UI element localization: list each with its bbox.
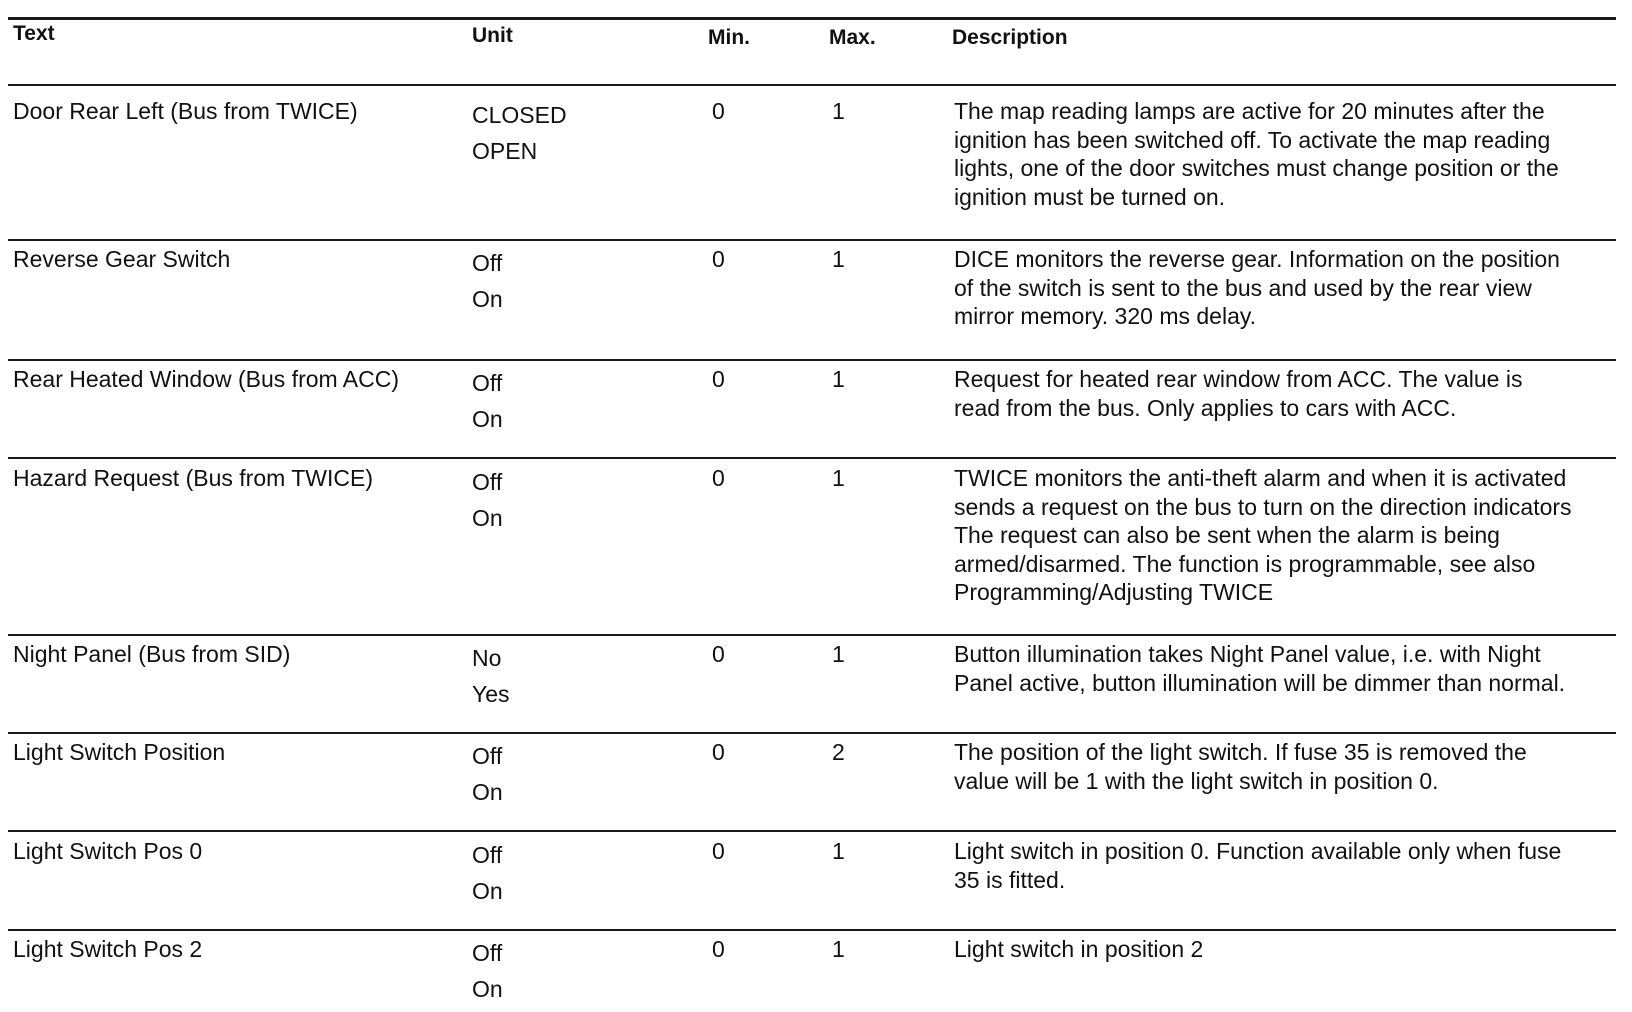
row-description: Light switch in position 2 <box>954 936 1204 962</box>
row-text: Rear Heated Window (Bus from ACC) <box>13 366 400 392</box>
row-units <box>472 365 672 437</box>
header-description: Description <box>952 26 1068 49</box>
row-divider <box>8 929 1616 931</box>
row-min: 0 <box>712 739 725 765</box>
row-text: Light Switch Pos 2 <box>13 936 203 962</box>
row-description: Button illumination takes Night Panel value, i.e. with Night Panel active, button illumination will be dimmer than normal. <box>954 641 1566 696</box>
row-text: Night Panel (Bus from SID) <box>13 641 291 667</box>
unit-value: Off <box>472 842 503 868</box>
unit-value: On <box>472 779 503 805</box>
row-text: Light Switch Pos 0 <box>13 838 203 864</box>
header-max: Max. <box>829 26 876 49</box>
row-divider <box>8 732 1616 734</box>
row-description: Light switch in position 0. Function available only when fuse 35 is fitted. <box>954 838 1562 893</box>
unit-value: Off <box>472 250 503 276</box>
row-max: 2 <box>832 739 845 765</box>
unit-value: On <box>472 406 503 432</box>
row-text: Light Switch Position <box>13 739 226 765</box>
row-max: 1 <box>832 465 845 491</box>
table-top-rule <box>8 17 1616 20</box>
unit-value: No <box>472 645 502 671</box>
row-divider <box>8 830 1616 832</box>
row-divider <box>8 634 1616 636</box>
row-units <box>472 245 672 317</box>
header-unit: Unit <box>472 24 513 47</box>
row-min: 0 <box>712 936 725 962</box>
row-text: Hazard Request (Bus from TWICE) <box>13 465 374 491</box>
row-text: Door Rear Left (Bus from TWICE) <box>13 98 358 124</box>
row-units <box>472 464 672 536</box>
row-min: 0 <box>712 366 725 392</box>
row-max: 1 <box>832 838 845 864</box>
row-max: 1 <box>832 641 845 667</box>
row-divider <box>8 457 1616 459</box>
row-description: The map reading lamps are active for 20 minutes after the ignition has been switched off. To activate the map reading lights, one of the door switches must change position or the ignition must be turned on. <box>954 98 1559 210</box>
row-min: 0 <box>712 838 725 864</box>
row-min: 0 <box>712 641 725 667</box>
unit-value: Off <box>472 940 503 966</box>
unit-value: Off <box>472 370 503 396</box>
unit-value: On <box>472 286 503 312</box>
row-description: The position of the light switch. If fuse 35 is removed the value will be 1 with the light switch in position 0. <box>954 739 1527 794</box>
unit-value: On <box>472 878 503 904</box>
row-max: 1 <box>832 246 845 272</box>
row-divider <box>8 239 1616 241</box>
row-units <box>472 837 672 909</box>
unit-value: Off <box>472 743 503 769</box>
row-description: Request for heated rear window from ACC. The value is read from the bus. Only applies to cars with ACC. <box>954 366 1523 421</box>
unit-value: CLOSED <box>472 102 567 128</box>
row-min: 0 <box>712 98 725 124</box>
row-text: Reverse Gear Switch <box>13 246 231 272</box>
unit-value: On <box>472 505 503 531</box>
unit-value: OPEN <box>472 138 538 164</box>
header-text: Text <box>13 22 55 45</box>
header-rule <box>8 84 1616 86</box>
row-units <box>472 640 672 712</box>
unit-value: On <box>472 976 503 1002</box>
row-max: 1 <box>832 366 845 392</box>
row-max: 1 <box>832 936 845 962</box>
row-description: DICE monitors the reverse gear. Information on the position of the switch is sent to the bus and used by the rear view mirror memory. 320 ms delay. <box>954 246 1560 329</box>
row-min: 0 <box>712 246 725 272</box>
header-min: Min. <box>708 26 750 49</box>
row-min: 0 <box>712 465 725 491</box>
row-units <box>472 97 672 169</box>
row-max: 1 <box>832 98 845 124</box>
row-divider <box>8 359 1616 361</box>
row-description: TWICE monitors the anti-theft alarm and when it is activated sends a request on the bus to turn on the direction indicators The request can also be sent when the alarm is being armed/disarmed. The function is programmable, see also Programming/Adjusting TWICE <box>954 465 1572 605</box>
row-units <box>472 738 672 810</box>
unit-value: Off <box>472 469 503 495</box>
unit-value: Yes <box>472 681 510 707</box>
row-units <box>472 935 672 1007</box>
